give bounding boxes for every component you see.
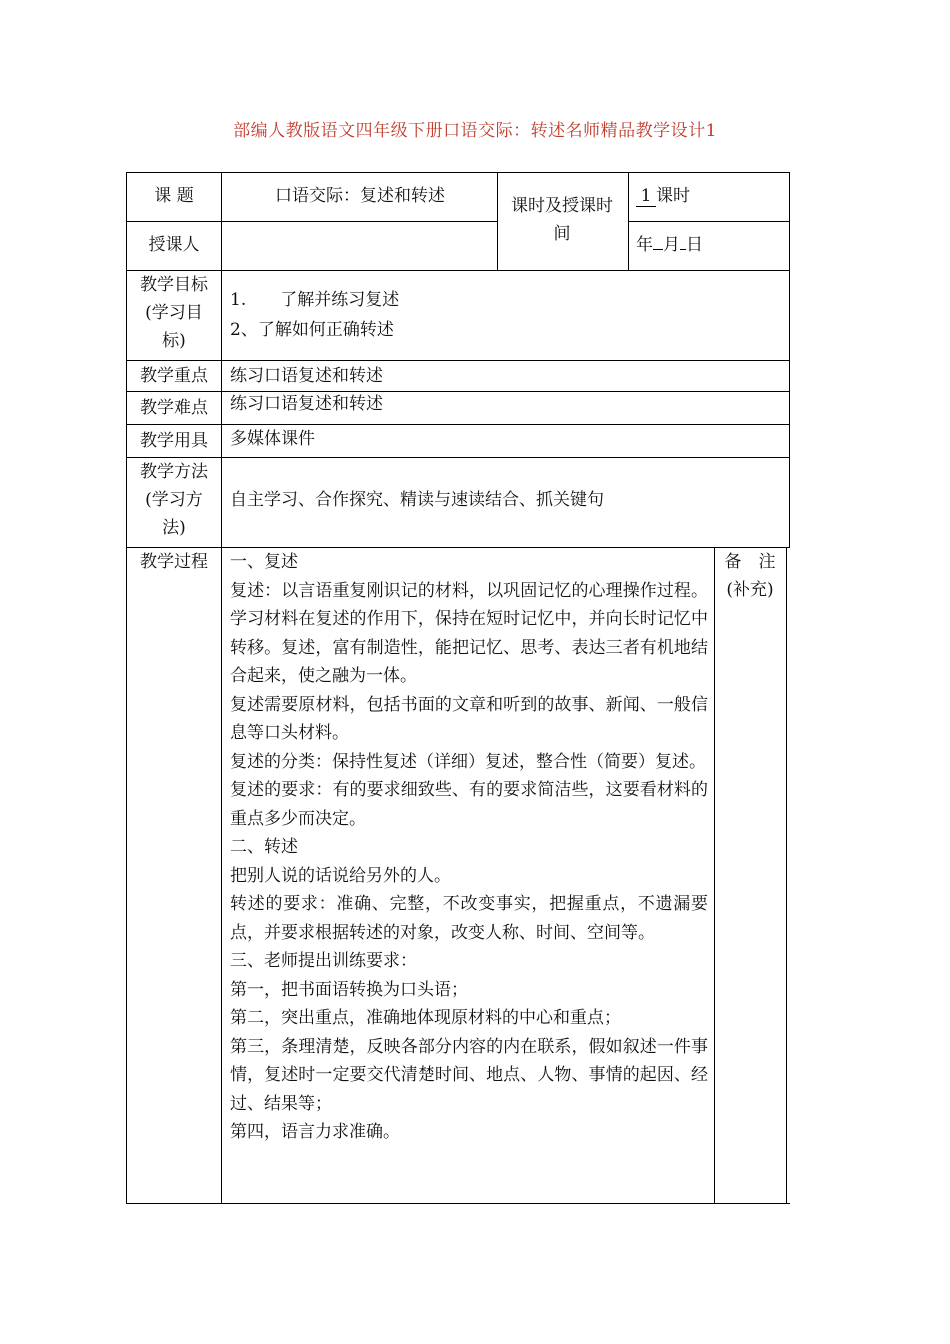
table-border-right	[786, 547, 787, 1204]
hours-value: 1	[636, 186, 656, 207]
goal-item: 1. 了解并练习复述	[230, 290, 400, 310]
hours-field	[636, 182, 690, 210]
process-paragraph: 三、老师提出训练要求：	[230, 951, 417, 971]
period-label: 课时及授课时间	[511, 196, 613, 244]
process-paragraph: 转述的要求：准确、完整，不改变事实，把握重点，不遗漏要点，并要求根据转述的对象，改变人称、时间、空间等。	[230, 894, 708, 943]
date-day: 日	[686, 235, 703, 255]
column-divider	[221, 172, 222, 1204]
document-title: 部编人教版语文四年级下册口语交际：转述名师精品教学设计1	[233, 121, 717, 141]
row-divider	[126, 457, 790, 458]
process-paragraph: 复述：以言语重复刚识记的材料，以巩固记忆的心理操作过程。学习材料在复述的作用下，保持在短时记忆中，并向长时记忆中转移。复述，富有制造性，能把记忆、思考、表达三者有机地结合起来，使之融为一体。	[230, 580, 708, 686]
row-divider	[126, 424, 790, 425]
row-divider	[126, 391, 790, 392]
table-border-bottom	[126, 1203, 790, 1204]
topic-label: 课 题	[154, 186, 194, 206]
focus-label: 教学重点	[140, 366, 208, 386]
teacher-label: 授课人	[148, 235, 200, 255]
process-paragraph: 二、转述	[230, 837, 298, 857]
process-paragraph: 复述的分类：保持性复述（详细）复述，整合性（简要）复述。	[230, 751, 706, 772]
date-month: 月	[663, 235, 680, 255]
difficulty-value: 练习口语复述和转述	[230, 394, 383, 414]
row-divider	[126, 270, 790, 271]
process-paragraph: 第二，突出重点，准确地体现原材料的中心和重点；	[230, 1008, 621, 1028]
difficulty-label: 教学难点	[140, 398, 208, 418]
table-border-right	[789, 172, 790, 548]
process-paragraph: 复述的要求：有的要求细致些、有的要求简洁些，这要看材料的重点多少而决定。	[230, 780, 708, 829]
table-border-left	[126, 172, 127, 1204]
notes-column-divider	[714, 547, 715, 1204]
row-divider	[126, 221, 498, 222]
table-border-top	[126, 172, 790, 173]
method-value: 自主学习、合作探究、精读与速读结合、抓关键句	[230, 490, 604, 510]
row-divider	[628, 221, 790, 222]
date-field	[636, 231, 703, 259]
date-month-blank	[653, 249, 663, 250]
process-paragraph: 第三，条理清楚，反映各部分内容的内在联系，假如叙述一件事情，复述时一定要交代清楚时间、地点、人物、事情的起因、经过、结果等；	[230, 1036, 708, 1114]
hours-unit: 课时	[656, 186, 690, 206]
goals-list	[230, 285, 700, 345]
method-label: 教学方法(学习方法)	[140, 462, 208, 538]
goal-item: 2、了解如何正确转述	[230, 320, 394, 340]
process-paragraph: 复述需要原材料，包括书面的文章和听到的故事、新闻、一般信息等口头材料。	[230, 694, 708, 743]
row-divider	[126, 360, 790, 361]
process-paragraph: 第四，语言力求准确。	[230, 1122, 400, 1142]
tools-label: 教学用具	[140, 431, 208, 451]
process-label: 教学过程	[140, 552, 208, 572]
focus-value: 练习口语复述和转述	[230, 366, 383, 386]
topic-value: 口语交际：复述和转述	[275, 186, 445, 206]
process-paragraph: 第一，把书面语转换为口头语；	[230, 979, 468, 1000]
goals-label: 教学目标(学习目标)	[140, 275, 208, 351]
column-divider	[628, 172, 629, 271]
process-content	[230, 548, 708, 1147]
date-year: 年	[636, 235, 653, 255]
process-paragraph: 把别人说的话说给另外的人。	[230, 865, 451, 886]
notes-label: 备 注(补充)	[724, 552, 776, 600]
tools-value: 多媒体课件	[230, 429, 315, 449]
process-paragraph: 一、复述	[230, 552, 298, 572]
